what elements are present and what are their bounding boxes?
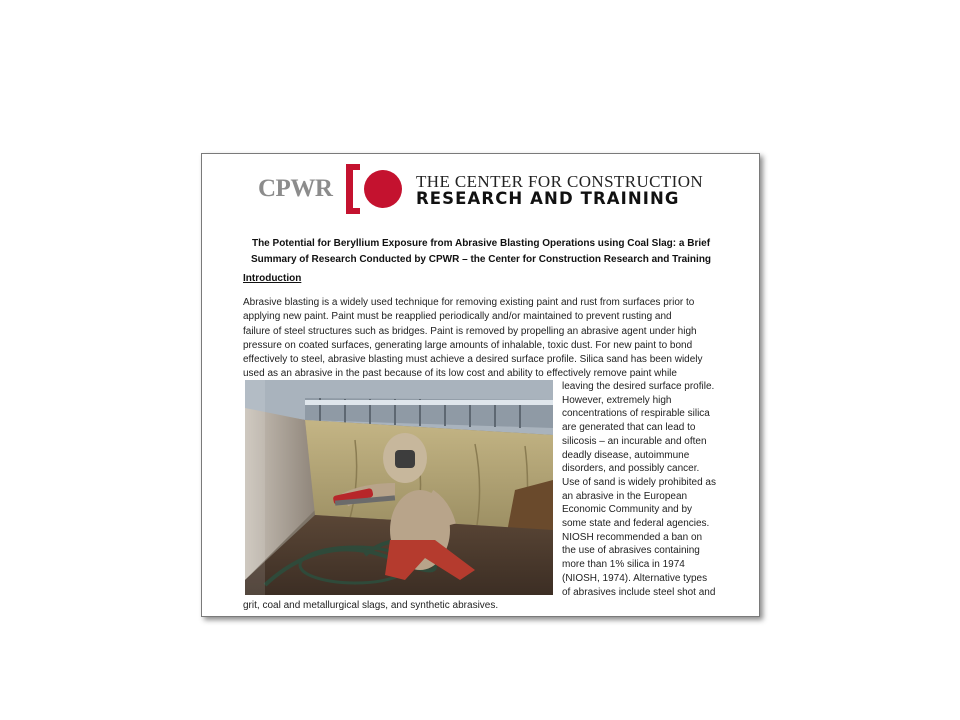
side-line: the use of abrasives containing [562, 545, 700, 557]
side-line: However, extremely high [562, 394, 672, 406]
paragraph-line: effectively to steel, abrasive blasting must achieve a desired surface profile. Silica sand has been widely [243, 354, 703, 366]
logo-line1: THE CENTER FOR CONSTRUCTION [416, 172, 704, 191]
side-line: are generated that can lead to [562, 422, 696, 434]
cpwr-mark-icon [344, 164, 406, 214]
title-line: Summary of Research Conducted by CPWR – the Center for Construction Research and Training [250, 254, 712, 265]
side-line: of abrasives include steel shot and [562, 586, 716, 598]
cpwr-logo [258, 164, 708, 214]
abrasive-blasting-photo [245, 380, 553, 595]
paragraph-line: Abrasive blasting is a widely used technique for removing existing paint and rust from surfaces prior to [243, 297, 695, 308]
paragraph-line: failure of steel structures such as bridges. Paint is removed by propelling an abrasive agent under high [243, 325, 697, 337]
document-page [201, 153, 760, 617]
side-line: (NIOSH, 1974). Alternative types [562, 572, 708, 584]
intro-paragraph [243, 296, 722, 382]
logo-abbrev: CPWR [258, 175, 333, 202]
title-line: The Potential for Beryllium Exposure from Abrasive Blasting Operations using Coal Slag: a Brief [251, 238, 711, 249]
side-line: concentrations of respirable silica [562, 408, 710, 420]
side-line: Use of sand is widely prohibited as [562, 476, 716, 488]
side-line: NIOSH recommended a ban on [562, 531, 703, 543]
paragraph-line: applying new paint. Paint must be reapplied periodically and/or maintained to prevent rusting and [243, 311, 672, 323]
section-heading: Introduction [243, 273, 302, 284]
side-line: silicosis – an incurable and often [562, 435, 707, 447]
worker-blasting-image [245, 380, 553, 595]
paragraph-line: pressure on coated surfaces, generating large amounts of inhalable, toxic dust. For new paint to bond [243, 339, 693, 351]
logo-line2: RESEARCH AND TRAINING [416, 189, 680, 208]
side-line: leaving the desired surface profile. [562, 381, 715, 392]
closing-line: grit, coal and metallurgical slags, and synthetic abrasives. [243, 600, 499, 611]
side-line: more than 1% silica in 1974 [562, 559, 685, 571]
side-line: an abrasive in the European [562, 490, 688, 502]
paragraph-line: used as an abrasive in the past because of its low cost and ability to effectively remove paint while [243, 368, 677, 380]
side-line: some state and federal agencies. [562, 518, 710, 530]
side-line: deadly disease, autoimmune [562, 449, 690, 461]
side-line: disorders, and possibly cancer. [562, 463, 700, 475]
side-line: Economic Community and by [562, 504, 693, 516]
wrapped-paragraph [562, 380, 752, 599]
document-title [222, 236, 740, 268]
